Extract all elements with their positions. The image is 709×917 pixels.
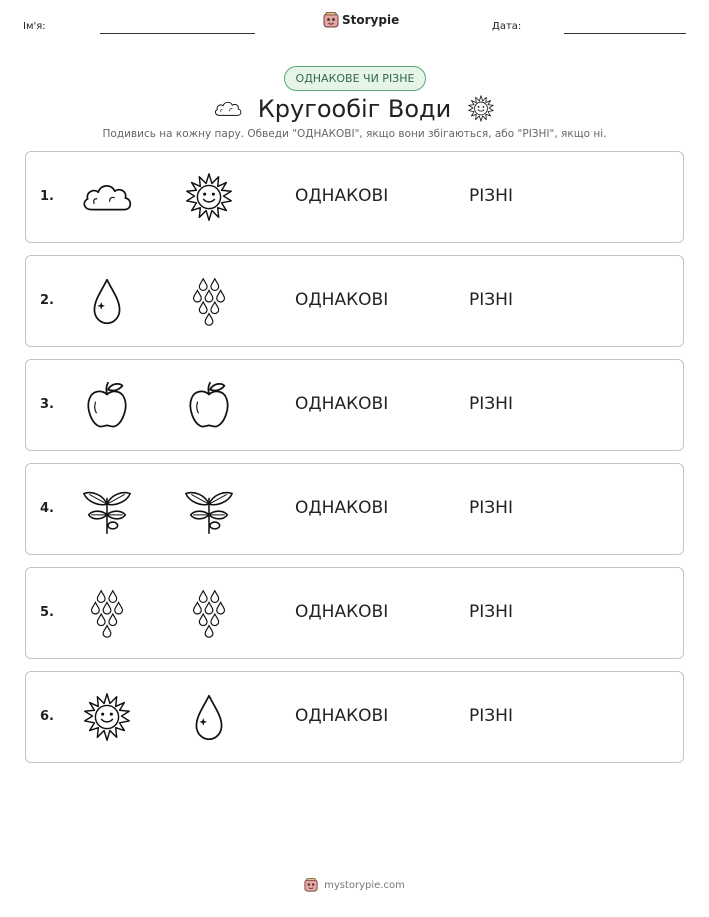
footer-site[interactable]: mystorypie.com — [324, 879, 405, 891]
instructions: Подивись на кожну пару. Обведи "ОДНАКОВІ", якщо вони збігаються, або "РІЗНІ", якщо ні. — [102, 128, 607, 140]
question-number: 1. — [40, 189, 54, 204]
question-row-5 — [25, 567, 684, 659]
sun-icon — [180, 172, 238, 224]
question-row-4 — [25, 463, 684, 555]
option-different[interactable]: РІЗНІ — [469, 602, 513, 622]
option-same[interactable]: ОДНАКОВІ — [295, 394, 389, 414]
option-same[interactable]: ОДНАКОВІ — [295, 602, 389, 622]
rain-drops-icon — [78, 588, 136, 640]
water-drop-icon — [78, 276, 136, 328]
question-number: 2. — [40, 293, 54, 308]
plant-icon — [180, 484, 238, 536]
water-drop-icon — [180, 692, 238, 744]
question-row-1 — [25, 151, 684, 243]
question-number: 6. — [40, 709, 54, 724]
question-number: 4. — [40, 501, 54, 516]
mascot-icon — [304, 878, 318, 892]
question-number: 5. — [40, 605, 54, 620]
question-row-2 — [25, 255, 684, 347]
page-title: Кругообіг Води — [257, 95, 452, 123]
date-label: Дата: — [492, 21, 522, 32]
sun-icon — [78, 692, 136, 744]
date-field[interactable] — [564, 33, 686, 34]
cloud-icon — [212, 95, 244, 123]
option-different[interactable]: РІЗНІ — [469, 290, 513, 310]
option-same[interactable]: ОДНАКОВІ — [295, 498, 389, 518]
name-field[interactable] — [100, 33, 255, 34]
name-label: Ім'я: — [23, 21, 46, 32]
plant-icon — [78, 484, 136, 536]
mascot-icon — [323, 12, 339, 28]
brand-logo — [323, 12, 399, 28]
brand-name: Storypie — [342, 13, 400, 27]
title-row — [0, 92, 709, 126]
apple-icon — [180, 380, 238, 432]
option-same[interactable]: ОДНАКОВІ — [295, 706, 389, 726]
option-different[interactable]: РІЗНІ — [469, 394, 513, 414]
question-number: 3. — [40, 397, 54, 412]
cloud-icon — [78, 172, 136, 224]
question-row-3 — [25, 359, 684, 451]
option-different[interactable]: РІЗНІ — [469, 186, 513, 206]
option-different[interactable]: РІЗНІ — [469, 706, 513, 726]
apple-icon — [78, 380, 136, 432]
option-same[interactable]: ОДНАКОВІ — [295, 290, 389, 310]
worksheet-type-badge: ОДНАКОВЕ ЧИ РІЗНЕ — [284, 66, 426, 91]
question-row-6 — [25, 671, 684, 763]
option-same[interactable]: ОДНАКОВІ — [295, 186, 389, 206]
rain-drops-icon — [180, 588, 238, 640]
rain-drops-icon — [180, 276, 238, 328]
footer — [0, 878, 709, 892]
sun-icon — [465, 95, 497, 123]
option-different[interactable]: РІЗНІ — [469, 498, 513, 518]
